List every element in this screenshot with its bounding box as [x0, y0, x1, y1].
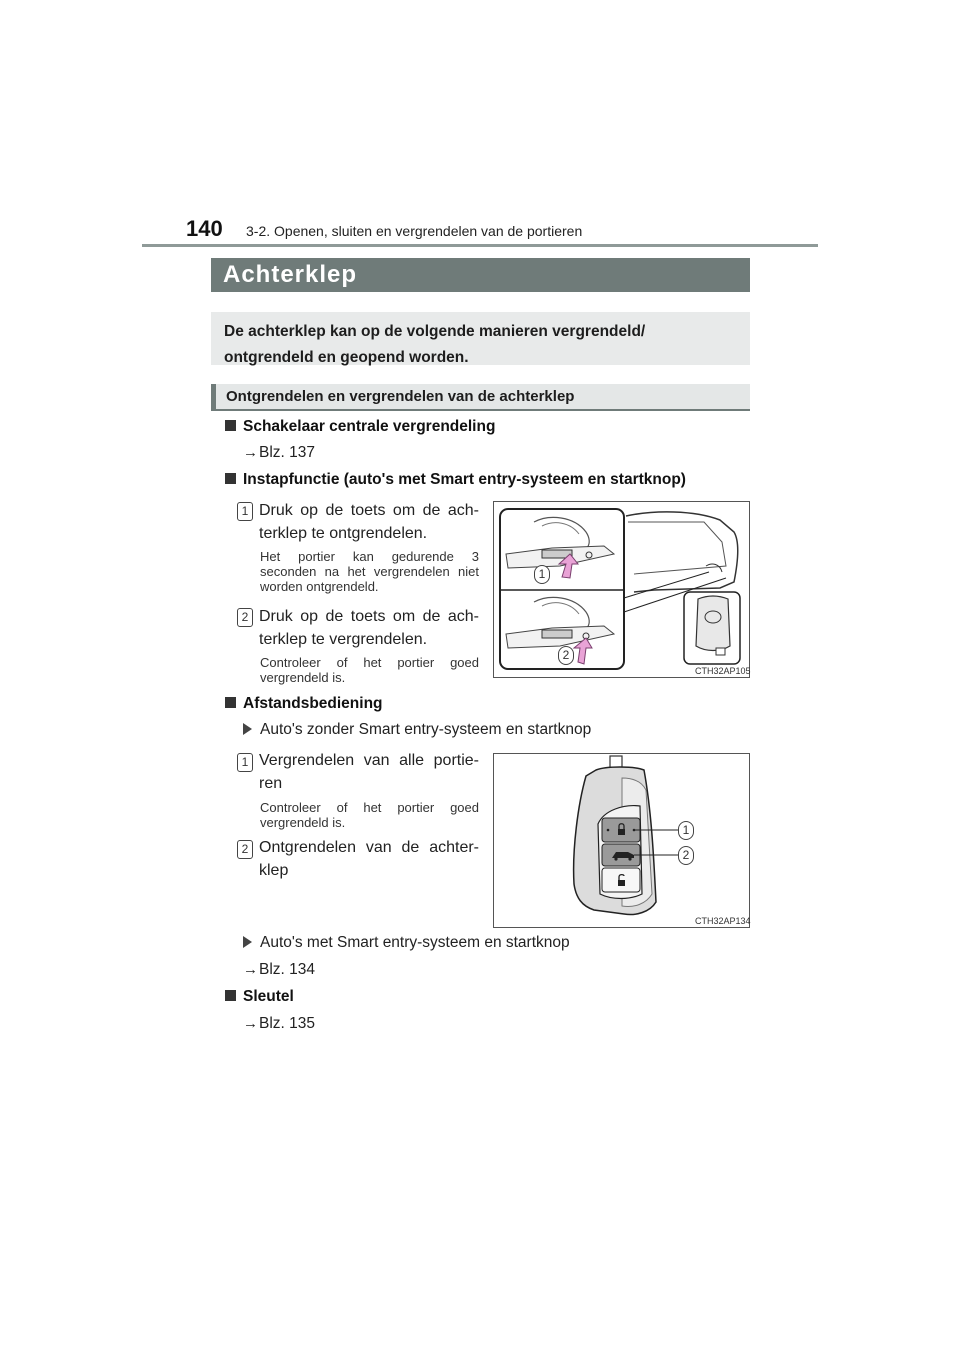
triangle-bullet-icon — [243, 723, 252, 735]
step-number-badge: 1 — [237, 502, 253, 521]
square-bullet-icon — [225, 473, 236, 484]
heading-afstand-text: Afstandsbediening — [243, 695, 383, 712]
square-bullet-icon — [225, 420, 236, 431]
triangle-bullet-icon — [243, 936, 252, 948]
step-text: Druk op de toets om de ach- terklep te ontgrendelen. — [259, 502, 479, 542]
figure-callout-2: 2 — [678, 846, 694, 865]
step-text: Druk op de toets om de ach- terklep te vergrendelen. — [259, 608, 479, 648]
figure-tailgate-switch — [493, 501, 750, 678]
heading-sleutel — [225, 988, 294, 1006]
section-title: Ontgrendelen en vergrendelen van de achterklep — [211, 384, 750, 411]
heading-instap-text: Instapfunctie (auto's met Smart entry-systeem en startknop) — [243, 471, 686, 488]
list-item-text: Auto's met Smart entry-systeem en startknop — [260, 934, 570, 951]
step-number-badge: 2 — [237, 840, 253, 859]
step-text: Vergrendelen van alle portie- ren — [259, 752, 479, 792]
intro-text: De achterklep kan op de volgende manieren vergrendeld/ ontgrendeld en geopend worden. — [224, 323, 646, 366]
ref-afstand-text: Blz. 134 — [259, 961, 316, 978]
heading-sleutel-text: Sleutel — [243, 988, 294, 1005]
list-item — [243, 934, 570, 952]
list-item — [243, 721, 591, 739]
ref-schakelaar — [243, 444, 315, 462]
heading-instap — [225, 471, 686, 489]
arrow-right-icon: → — [243, 961, 258, 978]
step-text: Ontgrendelen van de achter- klep — [259, 839, 479, 879]
arrow-right-icon: → — [243, 444, 258, 461]
page-title: Achterklep — [211, 258, 750, 292]
figure-code: CTH32AP105 — [695, 666, 751, 676]
heading-schakelaar-text: Schakelaar centrale vergrendeling — [243, 418, 496, 435]
square-bullet-icon — [225, 697, 236, 708]
figure-code: CTH32AP134 — [695, 916, 751, 926]
figure-callout-1: 1 — [678, 821, 694, 840]
remote-key-illustration — [494, 754, 749, 927]
ref-sleutel — [243, 1015, 315, 1033]
heading-schakelaar — [225, 418, 495, 436]
arrow-right-icon: → — [243, 1015, 258, 1032]
chapter-title: 3-2. Openen, sluiten en vergrendelen van de portieren — [246, 223, 583, 239]
header-divider — [142, 244, 818, 247]
ref-sleutel-text: Blz. 135 — [259, 1015, 316, 1032]
figure-callout-2: 2 — [558, 646, 574, 665]
step-number-badge: 1 — [237, 753, 253, 772]
figure-remote-key — [493, 753, 750, 928]
list-item-text: Auto's zonder Smart entry-systeem en startknop — [260, 721, 592, 738]
square-bullet-icon — [225, 990, 236, 1001]
ref-afstand — [243, 961, 315, 979]
intro-box — [211, 312, 750, 365]
page-number: 140 — [186, 216, 223, 241]
step-note: Controleer of het portier goed vergrendeld is. — [260, 800, 479, 830]
tailgate-illustration — [494, 502, 749, 677]
ref-schakelaar-text: Blz. 137 — [259, 444, 316, 461]
step-number-badge: 2 — [237, 608, 253, 627]
figure-callout-1: 1 — [534, 565, 550, 584]
step-note: Controleer of het portier goed vergrendeld is. — [260, 655, 479, 685]
heading-afstand — [225, 695, 383, 713]
step-note: Het portier kan gedurende 3 seconden na het vergrendelen niet worden ontgrendeld. — [260, 549, 479, 594]
